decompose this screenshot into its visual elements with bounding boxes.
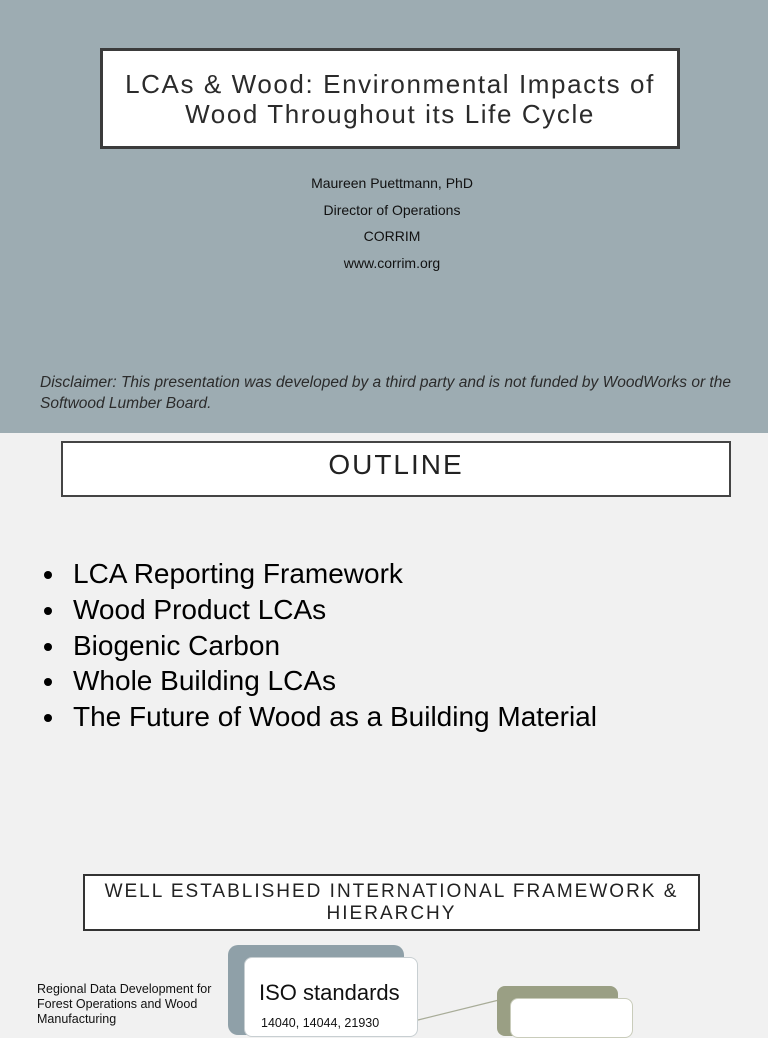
outline-heading: OUTLINE [328,449,464,480]
author-website: www.corrim.org [343,254,441,271]
hierarchy-card [510,998,633,1038]
framework-heading: WELL ESTABLISHED INTERNATIONAL FRAMEWORK & HIERARCHY [104,880,679,924]
author-role: Director of Operations [323,201,461,218]
iso-numbers: 14040, 14044, 21930 [261,1016,380,1030]
author-organization: CORRIM [363,228,421,244]
list-item: Whole Building LCAs [44,663,597,699]
iso-title: ISO standards [259,980,400,1005]
list-item: The Future of Wood as a Building Material [44,699,597,735]
regional-data-label: Regional Data Development for Forest Operations and Wood Manufacturing [37,982,212,1026]
list-item: Wood Product LCAs [44,592,597,628]
author-name: Maureen Puettmann, PhD [311,175,473,191]
list-item: LCA Reporting Framework [44,556,597,592]
presentation-title: LCAs & Wood: Environmental Impacts of Wood Throughout its Life Cycle [125,68,655,129]
disclaimer-text: Disclaimer: This presentation was developed by a third party and is not funded by WoodWorks or the Softwood Lumber Board. [40,374,731,412]
iso-standards-card [244,957,418,1037]
list-item: Biogenic Carbon [44,628,597,664]
